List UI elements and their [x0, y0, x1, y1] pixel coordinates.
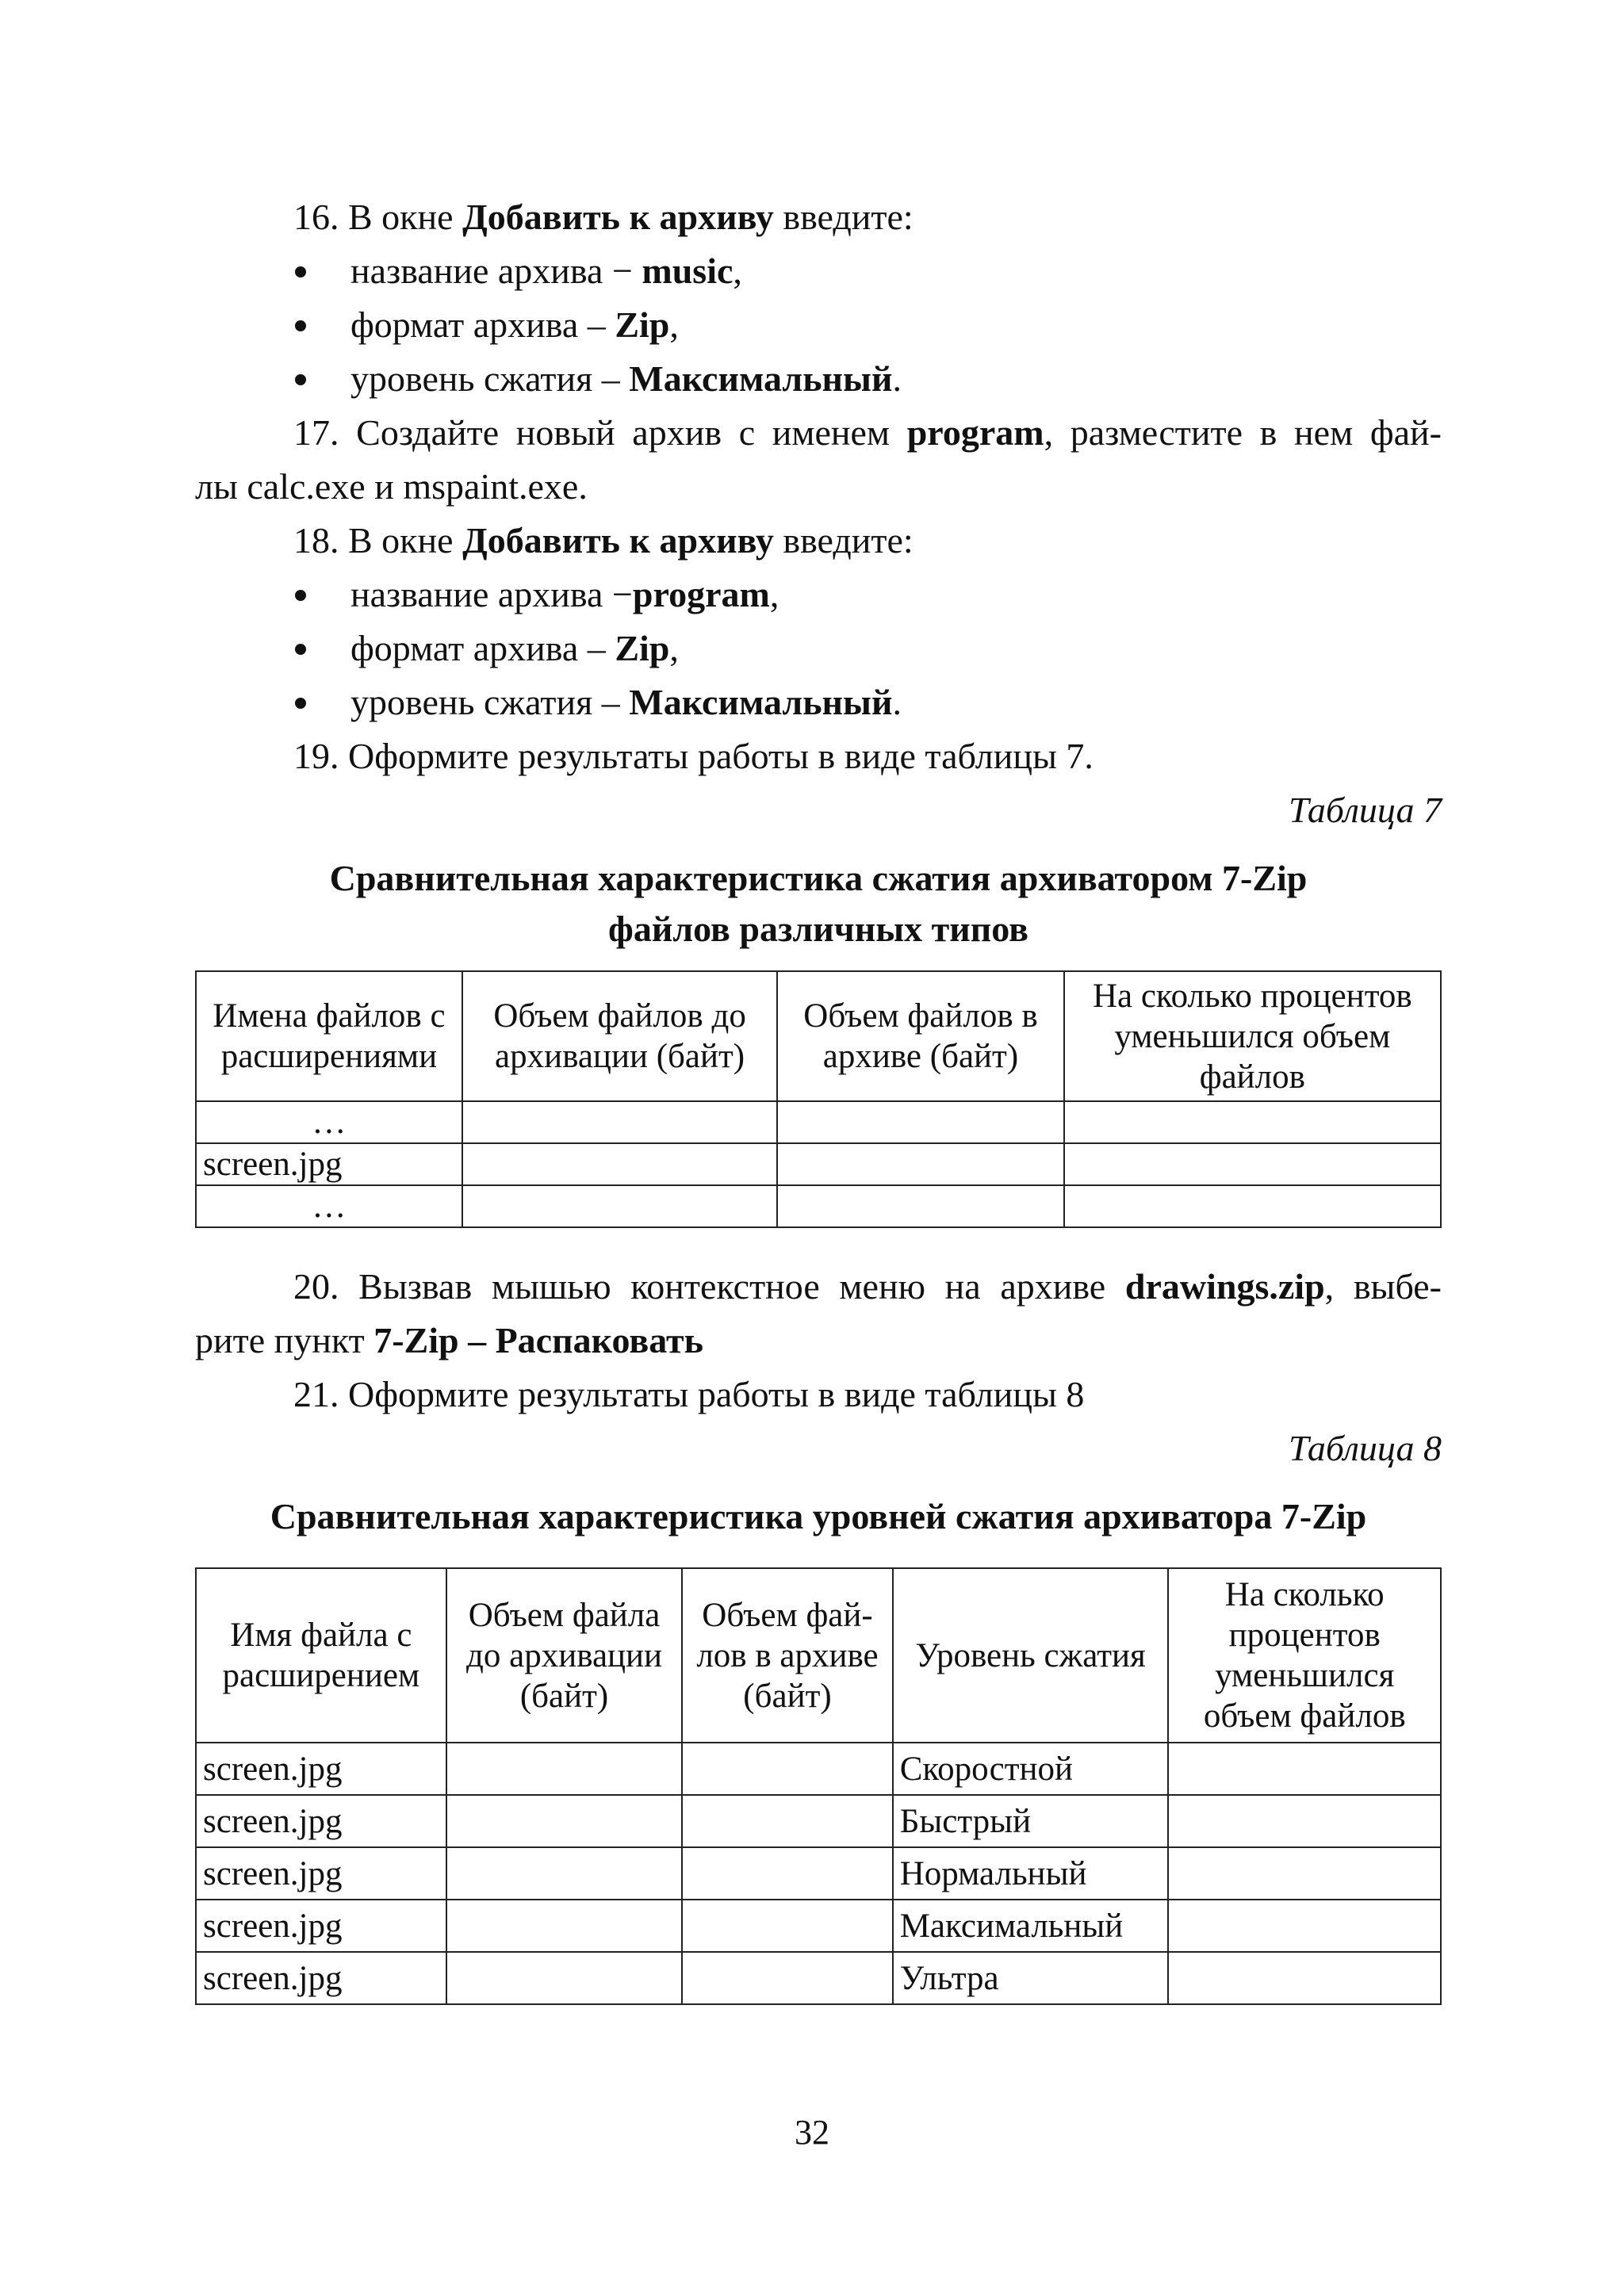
table-cell: [682, 1900, 892, 1952]
table-cell: …: [196, 1101, 462, 1143]
bullet-icon: [295, 374, 306, 385]
table-row: [196, 1101, 1441, 1143]
table-row: [196, 1185, 1441, 1227]
table-cell: [682, 1952, 892, 2004]
step-19: 19. Оформите результаты работы в виде таблицы 7.: [293, 736, 1094, 776]
table-8: [195, 1567, 1442, 2005]
table-row: [196, 1795, 1441, 1847]
step-20-continued: рите пункт 7-Zip – Распаковать: [195, 1320, 703, 1360]
step-16-bullet-2: формат архива – Zip,: [195, 298, 1442, 352]
page-content: [195, 190, 1442, 2005]
table-header-cell: Имена файлов с расширениями: [196, 971, 462, 1101]
table-header-row: [196, 1568, 1441, 1743]
table-cell: [462, 1185, 777, 1227]
table-cell: [1064, 1143, 1441, 1185]
table-cell: [1168, 1900, 1441, 1952]
table-cell: [1168, 1795, 1441, 1847]
table-header-cell: Объем файлов в архиве (байт): [777, 971, 1063, 1101]
table-cell: [446, 1900, 683, 1952]
table-7-title-line-2: файлов различных типов: [608, 909, 1028, 949]
table-cell: [1064, 1185, 1441, 1227]
table-8-title: Сравнительная характеристика уровней сжатия архиватора 7-Zip: [270, 1496, 1367, 1536]
table-header-cell: На сколько процентов уменьшился объем файлов: [1064, 971, 1441, 1101]
table-header-cell: Объем файлов до архивации (байт): [462, 971, 777, 1101]
table-row: [196, 1143, 1441, 1185]
table-header-cell: Объем файла до архивации (байт): [446, 1568, 683, 1743]
table-cell: Максимальный: [893, 1900, 1169, 1952]
table-cell: Скоростной: [893, 1743, 1169, 1795]
table-cell: screen.jpg: [196, 1743, 446, 1795]
table-header-row: [196, 971, 1441, 1101]
table-cell: Быстрый: [893, 1795, 1169, 1847]
step-17-continued: лы calc.exe и mspaint.exe.: [195, 466, 588, 507]
step-18-bullet-3: уровень сжатия – Максимальный.: [195, 675, 1442, 729]
table-cell: [1064, 1101, 1441, 1143]
step-21: 21. Оформите результаты работы в виде таблицы 8: [293, 1374, 1085, 1414]
bullet-icon: [295, 590, 306, 601]
table-cell: [777, 1143, 1063, 1185]
table-header-cell: Объем фай-лов в архиве (байт): [682, 1568, 892, 1743]
table-row: [196, 1743, 1441, 1795]
table-cell: [1168, 1952, 1441, 2004]
step-18-bullet-1: название архива −program,: [195, 568, 1442, 622]
table-cell: screen.jpg: [196, 1900, 446, 1952]
table-cell: [462, 1143, 777, 1185]
table-cell: [446, 1743, 683, 1795]
step-18: 18. В окне Добавить к архиву введите:: [293, 520, 914, 561]
table-8-caption: Таблица 8: [1288, 1428, 1442, 1468]
table-cell: screen.jpg: [196, 1795, 446, 1847]
bullet-icon: [295, 320, 306, 331]
table-7: [195, 970, 1442, 1228]
table-7-caption: Таблица 7: [1288, 790, 1442, 830]
step-20: 20. Вызвав мышью контекстное меню на архиве drawings.zip, выбе-: [293, 1266, 1442, 1307]
table-cell: Нормальный: [893, 1847, 1169, 1900]
page-number: 32: [795, 2113, 829, 2152]
table-cell: Ультра: [893, 1952, 1169, 2004]
step-16-bullet-1: название архива − music,: [195, 244, 1442, 298]
table-7-title-line-1: Сравнительная характеристика сжатия архиватором 7-Zip: [329, 858, 1308, 898]
table-cell: screen.jpg: [196, 1847, 446, 1900]
bullet-icon: [295, 266, 306, 277]
table-row: [196, 1900, 1441, 1952]
step-16-bullet-3: уровень сжатия – Максимальный.: [195, 352, 1442, 406]
table-cell: …: [196, 1185, 462, 1227]
table-row: [196, 1847, 1441, 1900]
table-cell: [1168, 1847, 1441, 1900]
table-cell: screen.jpg: [196, 1143, 462, 1185]
table-cell: [682, 1847, 892, 1900]
table-cell: [446, 1952, 683, 2004]
table-cell: [446, 1847, 683, 1900]
table-cell: [1168, 1743, 1441, 1795]
table-cell: [682, 1795, 892, 1847]
table-header-cell: На сколько процентов уменьшился объем файлов: [1168, 1568, 1441, 1743]
table-cell: [777, 1185, 1063, 1227]
bullet-icon: [295, 644, 306, 655]
step-17: 17. Создайте новый архив с именем program, разместите в нем фай-: [293, 412, 1442, 453]
table-header-cell: Имя файла с расширением: [196, 1568, 446, 1743]
table-cell: [682, 1743, 892, 1795]
step-18-bullet-2: формат архива – Zip,: [195, 622, 1442, 675]
table-cell: [446, 1795, 683, 1847]
bullet-icon: [295, 698, 306, 709]
table-cell: screen.jpg: [196, 1952, 446, 2004]
step-16: 16. В окне Добавить к архиву введите:: [293, 197, 914, 237]
table-header-cell: Уровень сжатия: [893, 1568, 1169, 1743]
table-cell: [777, 1101, 1063, 1143]
table-row: [196, 1952, 1441, 2004]
table-cell: [462, 1101, 777, 1143]
